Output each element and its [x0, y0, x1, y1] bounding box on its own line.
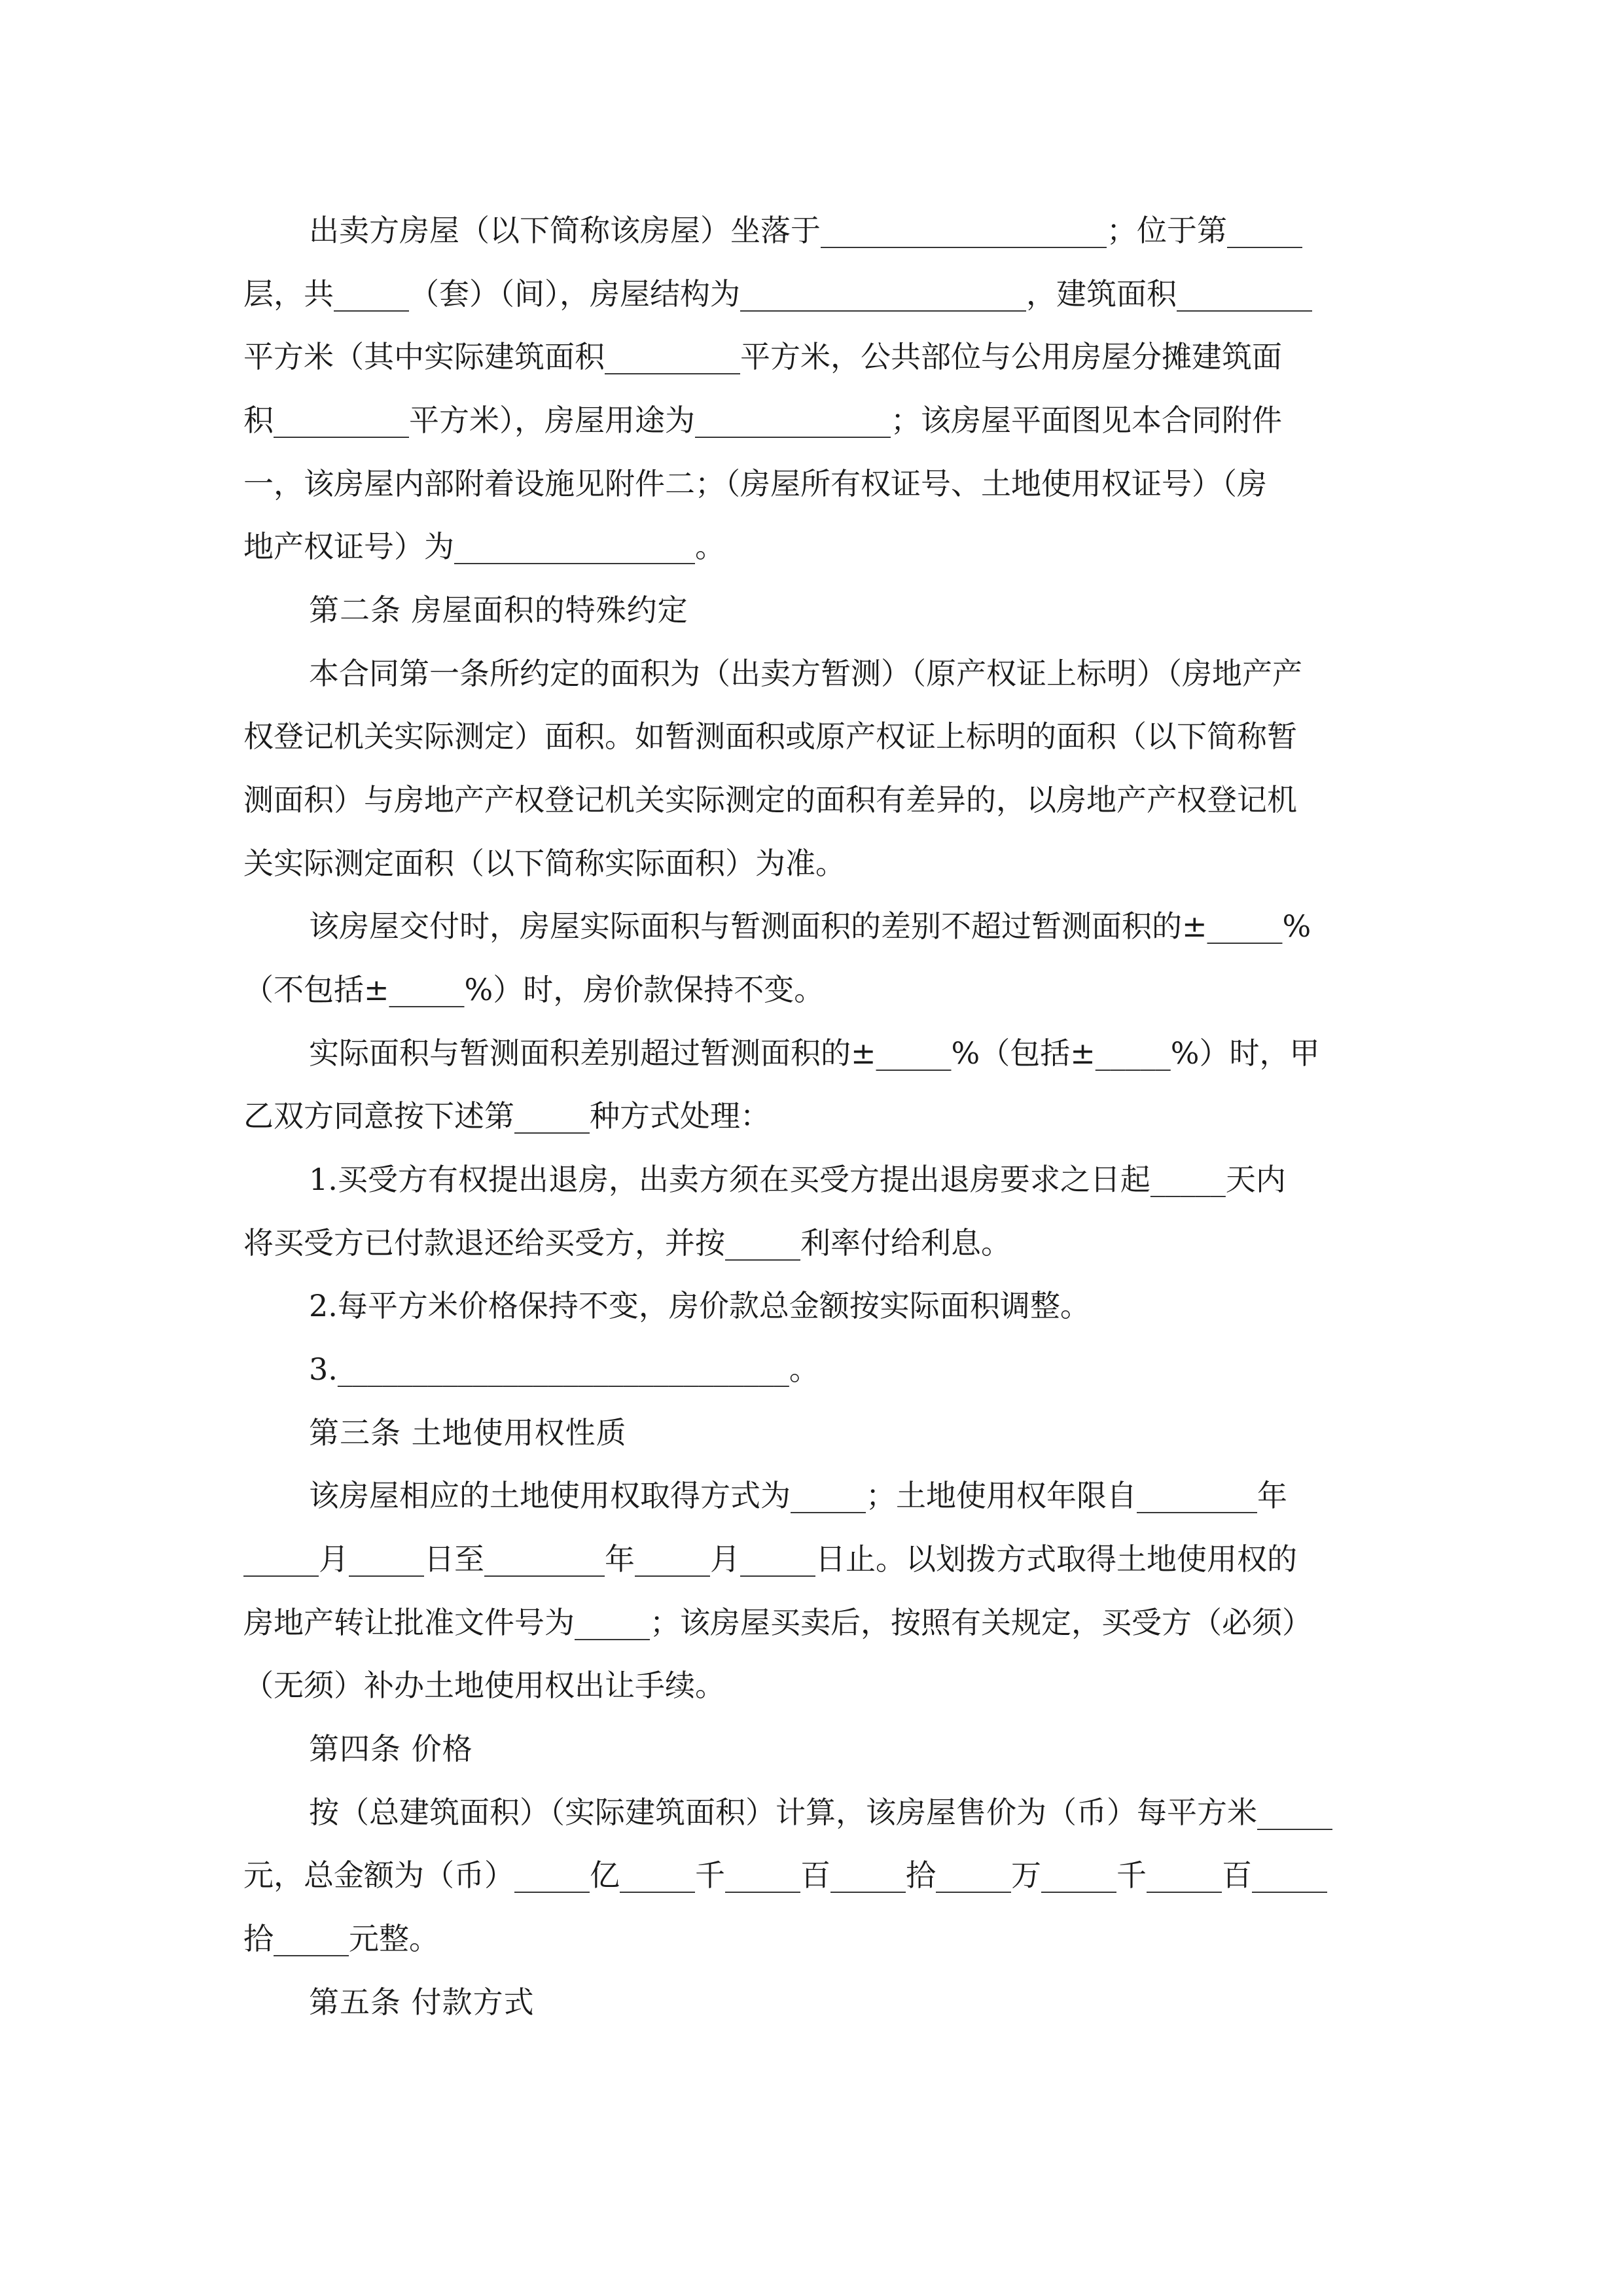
list-item: 3.______________________________。: [309, 1352, 819, 1387]
list-item-continuation: 将买受方已付款退还给买受方，并按_____利率付给利息。: [243, 1225, 1011, 1261]
paragraph-line: （无须）补办土地使用权出让手续。: [243, 1668, 725, 1703]
paragraph-line: 层，共_____（套）（间），房屋结构为___________________，建筑面积_________: [243, 276, 1312, 312]
paragraph-line: 该房屋交付时，房屋实际面积与暂测面积的差别不超过暂测面积的±_____%: [309, 908, 1311, 944]
paragraph-line: 平方米（其中实际建筑面积_________平方米，公共部位与公用房屋分摊建筑面: [243, 339, 1282, 374]
paragraph-line: 权登记机关实际测定）面积。如暂测面积或原产权证上标明的面积（以下简称暂: [243, 719, 1297, 754]
paragraph-line: 房地产转让批准文件号为_____；该房屋买卖后，按照有关规定，买受方（必须）: [243, 1605, 1312, 1640]
section-heading: 第四条 价格: [309, 1731, 473, 1767]
paragraph-line: 地产权证号）为________________。: [243, 529, 725, 564]
paragraph-line: 一，该房屋内部附着设施见附件二；（房屋所有权证号、土地使用权证号）（房: [243, 466, 1267, 501]
paragraph-line: 实际面积与暂测面积差别超过暂测面积的±_____%（包括±_____%）时，甲: [309, 1035, 1320, 1071]
section-heading: 第五条 付款方式: [309, 1984, 535, 2020]
paragraph-line: 拾_____元整。: [243, 1921, 439, 1956]
paragraph-line: _____月_____日至________年_____月_____日止。以划拨方式取得土地使用权的: [243, 1541, 1297, 1577]
paragraph-line: 积_________平方米），房屋用途为_____________；该房屋平面图见本合同附件: [243, 403, 1282, 438]
paragraph-line: （不包括±_____%）时，房价款保持不变。: [243, 972, 825, 1007]
section-heading: 第二条 房屋面积的特殊约定: [309, 592, 688, 628]
paragraph-line: 本合同第一条所约定的面积为（出卖方暂测）（原产权证上标明）（房地产产: [309, 656, 1302, 691]
paragraph-line: 按（总建筑面积）（实际建筑面积）计算，该房屋售价为（币）每平方米_____: [309, 1795, 1332, 1830]
paragraph-line: 关实际测定面积（以下简称实际面积）为准。: [243, 846, 846, 881]
paragraph-line: 出卖方房屋（以下简称该房屋）坐落于___________________；位于第_____: [309, 213, 1302, 248]
paragraph-line: 测面积）与房地产产权登记机关实际测定的面积有差异的，以房地产产权登记机: [243, 782, 1297, 817]
list-item: 1.买受方有权提出退房，出卖方须在买受方提出退房要求之日起_____天内: [309, 1162, 1286, 1197]
paragraph-line: 乙双方同意按下述第_____种方式处理：: [243, 1098, 770, 1134]
section-heading: 第三条 土地使用权性质: [309, 1415, 627, 1450]
list-item: 2.每平方米价格保持不变，房价款总金额按实际面积调整。: [309, 1288, 1090, 1323]
paragraph-line: 该房屋相应的土地使用权取得方式为_____；土地使用权年限自________年: [309, 1478, 1287, 1513]
paragraph-line: 元，总金额为（币）_____亿_____千_____百_____拾_____万_____千_____百_____: [243, 1857, 1327, 1893]
